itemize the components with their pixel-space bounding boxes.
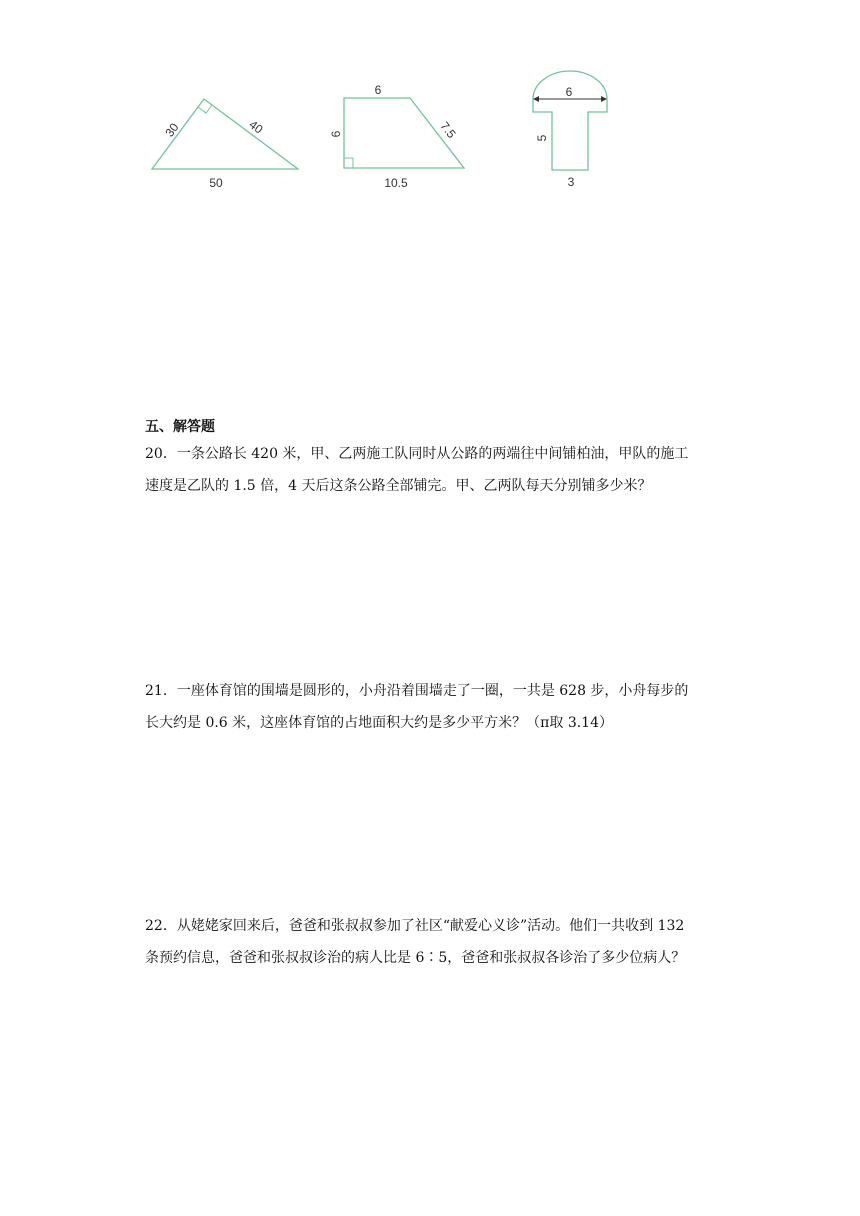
section-title: 五、解答题 <box>145 419 215 435</box>
t-shape <box>533 99 607 170</box>
arrow-right-icon <box>601 96 607 102</box>
question-22 <box>145 910 720 974</box>
right-angle-mark <box>198 105 212 113</box>
arrow-left-icon <box>533 96 539 102</box>
question-21 <box>145 675 720 739</box>
trapezoid-slant-label: 7.5 <box>437 119 459 141</box>
triangle-side-right-label: 40 <box>246 117 266 137</box>
mushroom-figure <box>533 71 607 189</box>
question-line: 条预约信息，爸爸和张叔叔诊治的病人比是 6∶5，爸爸和张叔叔各诊治了多少位病人？ <box>145 950 686 966</box>
trapezoid-figure <box>329 83 464 190</box>
trapezoid-left-label: 6 <box>329 130 343 138</box>
mushroom-height-label: 5 <box>535 134 549 142</box>
triangle-base-label: 50 <box>209 176 223 190</box>
question-line: 长大约是 0.6 米，这座体育馆的占地面积大约是多少平方米？（π取 3.14） <box>145 715 613 731</box>
figures-area <box>0 0 860 210</box>
right-angle-mark <box>344 158 353 168</box>
trapezoid-bottom-label: 10.5 <box>384 176 408 190</box>
question-line: 22．从姥姥家回来后，爸爸和张叔叔参加了社区“献爱心义诊”活动。他们一共收到 132 <box>145 918 685 934</box>
question-20 <box>145 438 720 502</box>
question-line: 21．一座体育馆的围墙是圆形的，小舟沿着围墙走了一圈，一共是 628 步，小舟每步的 <box>145 683 689 699</box>
triangle-side-left-label: 30 <box>162 120 182 140</box>
question-line: 速度是乙队的 1.5 倍，4 天后这条公路全部铺完。甲、乙两队每天分别铺多少米？ <box>145 478 652 494</box>
triangle-figure <box>152 99 298 190</box>
question-line: 20．一条公路长 420 米，甲、乙两施工队同时从公路的两端往中间铺柏油，甲队的施工 <box>145 446 689 462</box>
mushroom-width-label: 3 <box>567 175 575 189</box>
mushroom-diameter-label: 6 <box>565 85 573 99</box>
trapezoid-top-label: 6 <box>374 83 382 97</box>
